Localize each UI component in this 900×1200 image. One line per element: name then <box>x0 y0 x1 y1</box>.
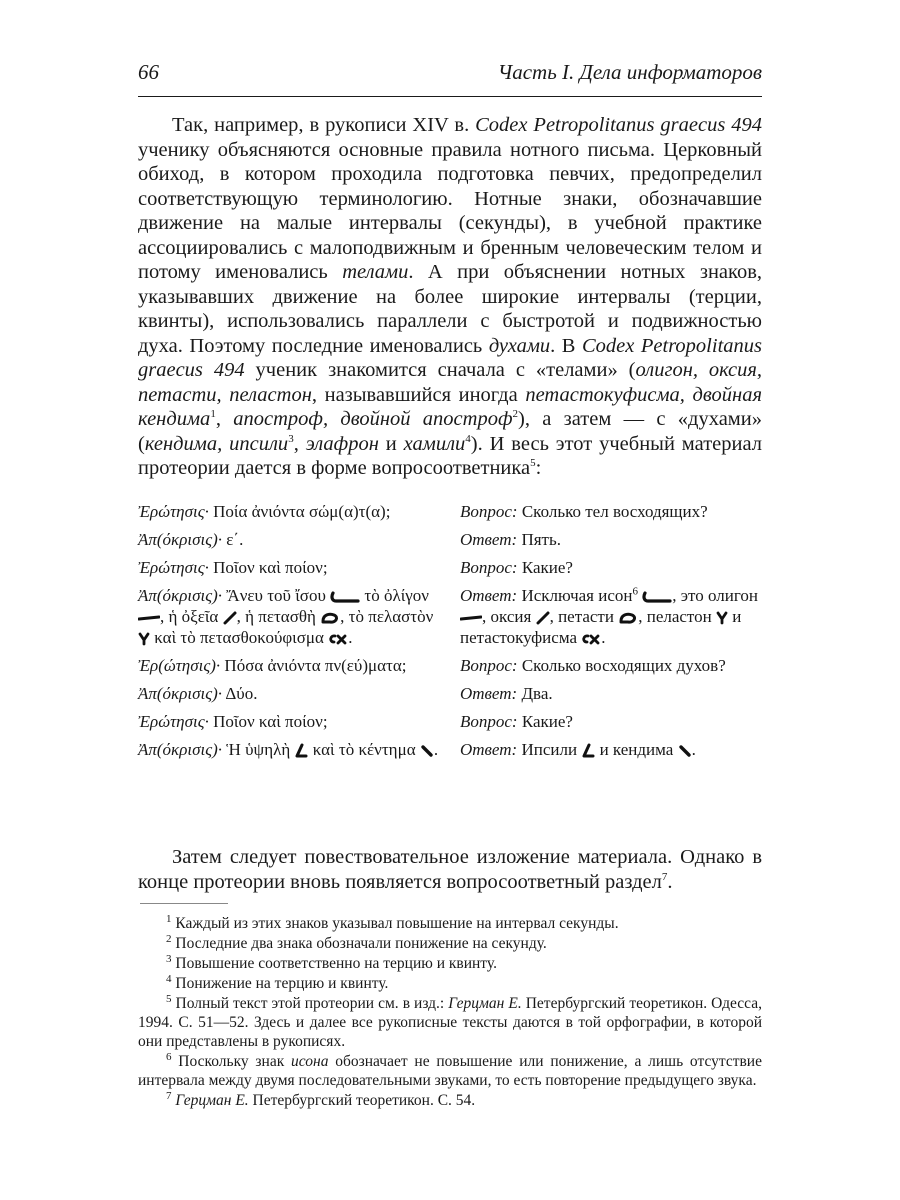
petastokouphisma-icon <box>328 633 348 645</box>
footnote-ref-2[interactable]: 2 <box>512 408 519 421</box>
pelaston-icon <box>138 632 150 646</box>
russian-cell: Вопрос: Сколько тел восходящих? <box>460 502 708 521</box>
petastokouphisma-icon <box>581 633 601 645</box>
oxeia-icon <box>536 611 550 625</box>
dialogue-row <box>138 529 762 550</box>
oligon-icon <box>460 613 482 623</box>
footnote-ref-6[interactable]: 6 <box>632 585 638 598</box>
pelaston-icon <box>716 611 728 625</box>
ison-icon <box>330 590 360 604</box>
dialogue-row <box>138 655 762 676</box>
greek-cell: Ἐρ(ώτησις)· Πόσα ἀνιόντα πν(εύ)ματα; <box>138 656 407 675</box>
russian-cell: Ответ: Пять. <box>460 530 561 549</box>
greek-cell: Ἀπ(όκρισις)· Δύο. <box>138 684 258 703</box>
oligon-icon <box>138 613 160 623</box>
dialogue-row <box>138 557 762 578</box>
greek-cell: Ἀπ(όκρισις)· ε΄. <box>138 530 244 549</box>
dialogue-row <box>138 711 762 732</box>
oxeia-icon <box>223 611 237 625</box>
footnote-ref-1[interactable]: 1 <box>210 408 216 421</box>
kentema-icon <box>420 744 434 758</box>
intro-paragraph: Так, например, в рукописи XIV в. Codex Petropolitanus graecus 494 ученику объясняются основные правила нотного письма. Церковный обиход, в котором проходила подготовка певчих, предопределил соответствующую терминологию. Нотные знаки, обозначавшие движение на малые интервалы (секунды), в учебной практике ассоциировались с малоподвижным и бренным человеческим телом и потому именовались телами. А при объяснении нотных знаков, указывавших движение на более широкие интервалы (терции, квинты), использовались параллели с быстротой и подвижностью духа. Поэтому последние именовались духами. В Codex Petropolitanus graecus 494 ученик знакомится сначала с «телами» (олигон, оксия, петасти, пеластон, называвшийся иногда петастокуфисма, двойная кендима$^1$, апостроф, двойной апостроф$^2$), а затем — с «духами» (кендима, ипсили$^3$, элафрон и хамили$^4$). И весь этот учебный материал протеории дается в форме вопросоответника$^5$: <box>138 114 763 479</box>
footnote-1: $^1$ Каждый из этих знаков указывал повышение на интервал секунды. <box>166 912 619 932</box>
footnote-rule <box>140 903 228 904</box>
running-title: Часть I. Дела информаторов <box>497 60 762 84</box>
dialogue-row <box>138 683 762 704</box>
russian-cell: Ответ: Ипсили и кендима . <box>460 740 696 759</box>
russian-cell: Ответ: Исключая исон$^6$ , это олигон , оксия , петасти , пеластон и петастокуфисма . <box>460 585 758 647</box>
dialogue-row <box>138 585 762 648</box>
closing-paragraph: Затем следует повествовательное изложение материала. Однако в конце протеории вновь появляется вопросоответный раздел$^7$. <box>138 846 762 893</box>
greek-cell: Ἀπ(όκρισις)· Ἡ ὑψηλὴ καὶ τὸ κέντημα . <box>138 740 439 759</box>
footnote-ref-5[interactable]: 5 <box>530 457 536 470</box>
footnote-ref-4[interactable]: 4 <box>465 432 471 445</box>
footnote-ref-3[interactable]: 3 <box>288 432 294 445</box>
running-head <box>138 60 762 88</box>
footnotes <box>138 914 762 1111</box>
russian-cell: Вопрос: Сколько восходящих духов? <box>460 656 726 675</box>
greek-cell: Ἐρώτησις· Ποία ἀνιόντα σώμ(α)τ(α); <box>138 502 391 521</box>
greek-cell: Ἀπ(όκρισις)· Ἄνευ τοῦ ἴσου τὸ ὀλίγον , ἡ ὀξεῖα , ἡ πετασθὴ , τὸ πελαστὸν καὶ τὸ πετασθοκούφισμα . <box>138 586 434 647</box>
footnote-ref-7[interactable]: 7 <box>661 870 668 883</box>
dialogue-table <box>138 501 762 767</box>
dialogue-row <box>138 501 762 522</box>
footnote-4: $^4$ Понижение на терцию и квинту. <box>166 972 389 992</box>
footnote-6: $^6$ Поскольку знак исона обозначает не повышение или понижение, а лишь отсутствие интервала между двумя последовательными звуками, то есть повторение предыдущего звука. <box>138 1050 762 1089</box>
petaste-icon <box>320 611 340 625</box>
kentema-icon <box>678 744 692 758</box>
page-number: 66 <box>138 60 159 84</box>
petaste-icon <box>618 611 638 625</box>
ison-icon <box>642 590 672 604</box>
footnote-2: $^2$ Последние два знака обозначали понижение на секунду. <box>166 932 547 952</box>
hypsele-icon <box>294 743 308 759</box>
russian-cell: Ответ: Два. <box>460 684 553 703</box>
russian-cell: Вопрос: Какие? <box>460 558 573 577</box>
footnote-7: $^7$ Герцман Е. Петербургский теоретикон. С. 54. <box>166 1089 476 1109</box>
hypsele-icon <box>581 743 595 759</box>
russian-cell: Вопрос: Какие? <box>460 712 573 731</box>
dialogue-row <box>138 739 762 760</box>
header-rule <box>138 96 762 97</box>
greek-cell: Ἐρώτησις· Ποῖον καὶ ποίον; <box>138 712 328 731</box>
footnote-5: $^5$ Полный текст этой протеории см. в изд.: Герцман Е. Петербургский теоретикон. Одесса, 1994. С. 51—52. Здесь и далее все рукописные тексты даются в той орфографии, в которой они представлены в рукописях. <box>138 992 762 1050</box>
greek-cell: Ἐρώτησις· Ποῖον καὶ ποίον; <box>138 558 328 577</box>
footnote-3: $^3$ Повышение соответственно на терцию и квинту. <box>166 952 497 972</box>
